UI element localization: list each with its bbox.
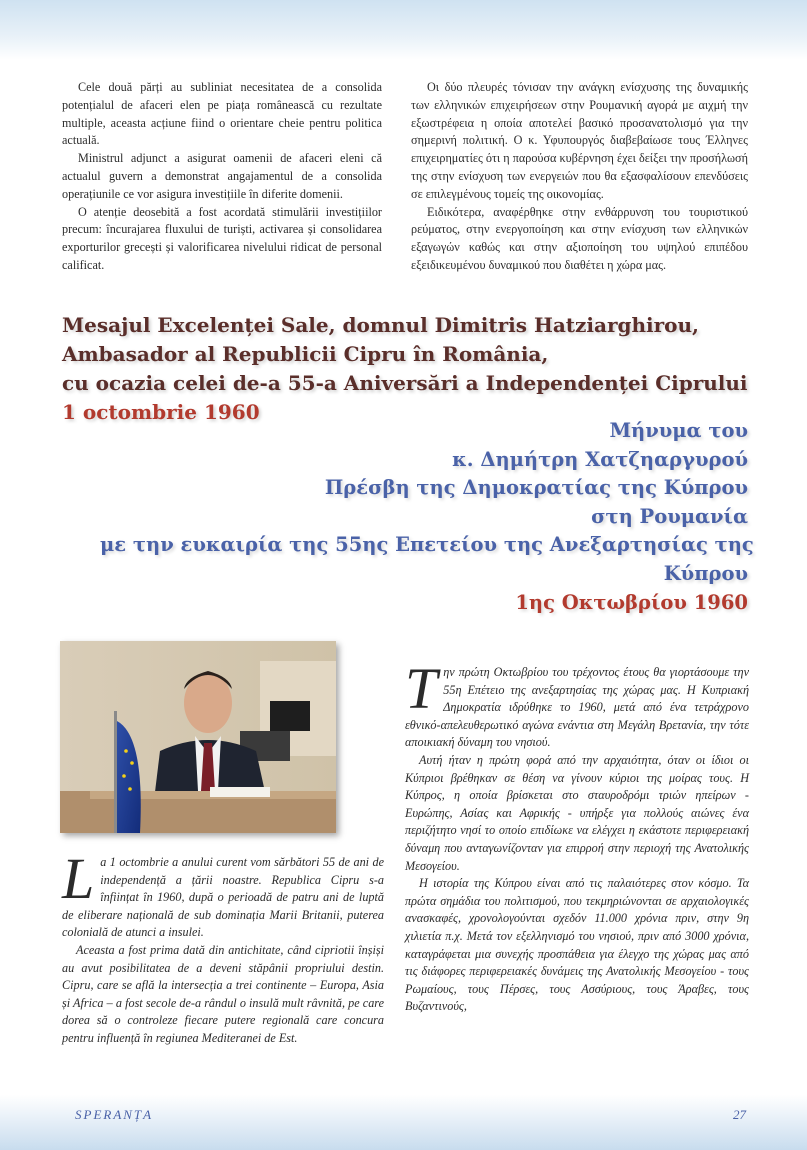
- intro-gr-paragraph: Οι δύο πλευρές τόνισαν την ανάγκη ενίσχυσης της δυναμικής των ελληνικών επιχειρήσεων στην Ρουμανική αγορά με αιχμή την εξωστρέφεια η οποία αποτελεί βασικό προσανατολισμό για την σημερινή πολιτική. Ο κ. Υφυπουργός διαβεβαίωσε τους Έλληνες επιχειρηματίες ότι η παρούσα κυβέρνηση έχει δείξει την προσήλωσή της στην ενίσχυση των ενεργειών που θα εξασφαλίσουν επενδύσεις σε επιλεγμένους τομείς της οικονομίας.: [411, 80, 748, 201]
- title-gr-line: Πρέσβη της Δημοκρατίας της Κύπρου: [324, 476, 748, 500]
- top-gradient-band: [0, 0, 807, 60]
- article-title-greek: [100, 417, 754, 617]
- drop-cap: Τ: [405, 656, 438, 721]
- body-ro-paragraph: [62, 846, 384, 942]
- title-gr-line: με την ευκαιρία της 55ης Επετείου της Ανεξαρτησίας της: [100, 533, 754, 557]
- intro-romanian-column: [62, 79, 382, 275]
- body-ro-paragraph: Aceasta a fost prima dată din antichitate, când cipriotii înșiși au avut posibilitatea de a deveni stăpânii propriului destin. Cipru, care se află la intersecția a trei continente – Europa, Asia și Africa – a fost secole de-a rândul o insulă mult râvnită, pe care dorea să o controleze fiecare putere regională care concura pentru influență în regiunea Mediteranei de Est.: [62, 942, 384, 1045]
- body-ro-text: a 1 octombrie a anului curent vom sărbători 55 de ani de independență a țării noastre. Republica Cipru s-a înființat în 1960, după o perioadă de patru ani de luptă de eliberare națională de sub dominația Marii Britanii, puterea colonială de atunci a insulei.: [62, 855, 384, 940]
- body-gr-paragraph: Αυτή ήταν η πρώτη φορά από την αρχαιότητα, όταν οι ίδιοι οι Κύπριοι βρέθηκαν σε θέση να γίνουν κύριοι της μοίρας τους. Η Κύπρος, η οποία βρίσκεται στο σταυροδρόμι τριών ηπείρων - Ευρώπης, Ασίας και Αφρικής - υπήρξε για πολλούς αιώνες ένα περιζήτητο νησί το οποίο επιδίωκε να ελέγχει η εκάστοτε περιφερειακή δύναμη που ανταγωνίζονταν για επιρροή στην περιοχή της Ανατολικής Μεσογείου.: [405, 752, 749, 873]
- body-gr-text: ην πρώτη Οκτωβρίου του τρέχοντος έτους θα γιορτάσουμε την 55η Επέτειο της ανεξαρτησίας της χώρας μας. Η Κυπριακή Δημοκρατία ιδρύθηκε το 1960, μετά από ένα τετράχρονο εθνικό-απελευθερωτικό αγώνα ενάντια στη Μεγάλη Βρετανία, την τότε αποικιακή δύναμη του νησιού.: [405, 665, 749, 750]
- title-gr-line: στη Ρουμανία: [591, 504, 748, 528]
- title-ro-line: Ambasador al Republicii Cipru în România,: [62, 342, 549, 366]
- body-gr-paragraph: Η ιστορία της Κύπρου είναι από τις παλαιότερες στον κόσμο. Τα πρώτα σημάδια του πολιτισμού, που τεκμηριώνονται σε αρχαιολογικές ανασκαφές, χρονολογούνται σχεδόν 11.000 χρόνια πριν, στην 9η χιλιετία π.χ. Μετά τον εξελληνισμό του νησιού, πριν από 3000 χρόνια, καταγράφεται μια συνεχής προσπάθεια για έλεγχο της χώρας μας από τις διάφορες περιφερειακές δυνάμεις της Ανατολικής Μεσογείου - τους Ρωμαίους, τους Πέρσες, τους Ασσύριους, τους Άραβες, τους Βυζαντινούς,: [405, 876, 749, 1014]
- title-gr-line: Κύπρου: [663, 561, 748, 585]
- intro-gr-paragraph: Ειδικότερα, αναφέρθηκε στην ενθάρρυνση του τουριστικού ρεύματος, στην ενεργοποίηση και στην ενίσχυση των ελληνικών εξαγωγών καθώς και στην αξιοποίηση του υψηλού επιπέδου εξειδικευμένου δυναμικού που διαθέτει η χώρα μας.: [411, 204, 748, 272]
- intro-ro-paragraph: Cele două părți au subliniat necesitatea de a consolida potențialul de afaceri elen pe piața românească cu rezultate multiple, aceasta acțiune fiind o orientare cheie pentru politica actuală.: [62, 80, 382, 148]
- page-number: 27: [733, 1107, 746, 1122]
- magazine-name: SPERANȚA: [75, 1107, 154, 1122]
- intro-ro-paragraph: Ministrul adjunct a asigurat oamenii de afaceri eleni că actualul guvern a demonstrat angajamentul de a consolida operațiunile ce vor asigura investițiile în diferite domenii.: [62, 151, 382, 201]
- intro-ro-paragraph: O atenție deosebită a fost acordată stimulării investițiilor precum: încurajarea fluxului de turiști, activarea și consolidarea exporturilor grecești și valorificarea nivelului ridicat de personal calificat.: [62, 204, 382, 272]
- title-gr-date: 1ης Οκτωβρίου 1960: [515, 590, 748, 614]
- body-romanian-column: [62, 846, 384, 1048]
- title-gr-line: κ. Δημήτρη Χατζηαργυρού: [452, 447, 748, 471]
- intro-greek-column: [411, 79, 748, 275]
- body-greek-column: [405, 656, 749, 1016]
- title-ro-line: cu ocazia celei de-a 55-a Aniversări a Independenței Ciprului: [62, 371, 748, 395]
- body-gr-paragraph: [405, 656, 749, 752]
- title-gr-line: Μήνυμα του: [609, 419, 748, 442]
- ambassador-photo: [60, 641, 336, 833]
- title-ro-line: Mesajul Excelenței Sale, domnul Dimitris Hatziarghirou,: [62, 313, 700, 337]
- title-ro-date: 1 octombrie 1960: [62, 400, 260, 424]
- article-title-romanian: [62, 311, 762, 427]
- drop-cap: L: [62, 846, 95, 911]
